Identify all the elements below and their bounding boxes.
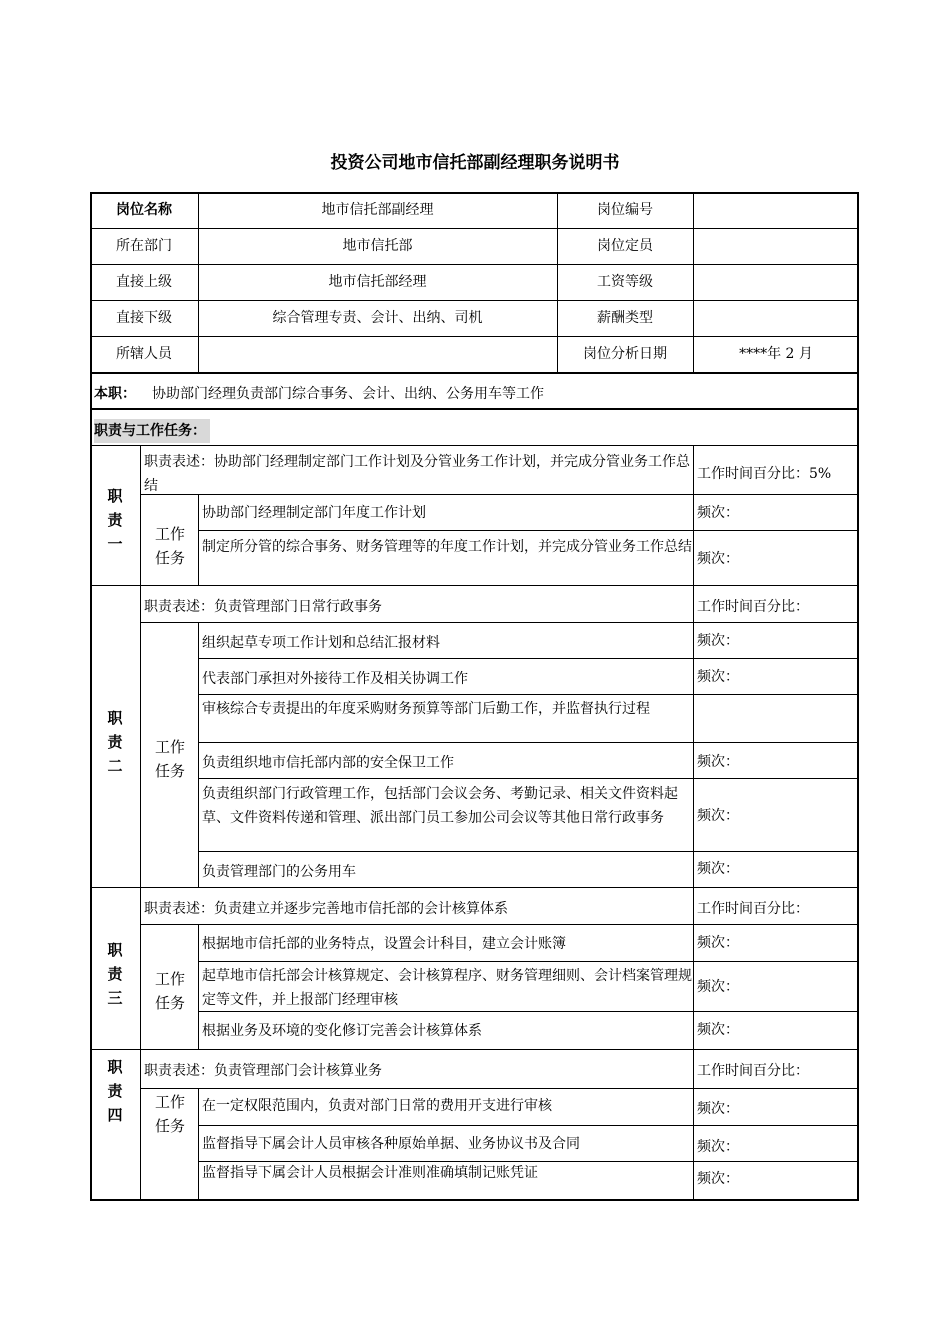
duty-2-description: 职责表述：负责管理部门日常行政事务 xyxy=(144,599,382,615)
row-divider xyxy=(90,300,859,301)
document-title: 投资公司地市信托部副经理职务说明书 xyxy=(330,153,620,173)
duty-4-task-1: 在一定权限范围内，负责对部门日常的费用开支进行审核 xyxy=(202,1098,552,1114)
col-divider xyxy=(198,924,199,1049)
row-divider xyxy=(90,585,859,586)
duty-2-time-percent: 工作时间百分比： xyxy=(697,599,809,615)
row-divider xyxy=(140,924,859,925)
duty-2-task-6: 负责管理部门的公务用车 xyxy=(202,864,356,880)
row-divider xyxy=(90,372,859,374)
value-direct-subordinates: 综合管理专责、会计、出纳、司机 xyxy=(272,310,483,326)
row-divider xyxy=(90,228,859,229)
duty-3-time-percent: 工作时间百分比： xyxy=(697,901,809,917)
label-primary-duty: 本职： xyxy=(94,386,136,402)
duty-3-task-label: 工作任务 xyxy=(154,970,185,1012)
duty-2-task-4: 负责组织地市信托部内部的安全保卫工作 xyxy=(202,755,454,771)
col-divider xyxy=(198,622,199,887)
duty-4-task-2-frequency: 频次： xyxy=(697,1139,739,1155)
duty-3-task-1-frequency: 频次： xyxy=(697,935,739,951)
duty-4-task-2: 监督指导下属会计人员审核各种原始单据、业务协议书及合同 xyxy=(202,1136,580,1152)
row-divider xyxy=(140,1088,859,1089)
duty-3-task-1: 根据地市信托部的业务特点，设置会计科目，建立会计账簿 xyxy=(202,936,566,952)
duty-4-time-percent: 工作时间百分比： xyxy=(697,1063,809,1079)
duty-1-task-1-frequency: 频次： xyxy=(697,505,739,521)
duty-3-description: 职责表述：负责建立并逐步完善地市信托部的会计核算体系 xyxy=(144,901,508,917)
row-divider xyxy=(90,1049,859,1050)
label-department: 所在部门 xyxy=(116,238,172,254)
row-divider xyxy=(198,1125,859,1126)
duty-3-task-2-frequency: 频次： xyxy=(697,979,739,995)
duties-header: 职责与工作任务： xyxy=(94,419,210,443)
duty-1-time-percent: 工作时间百分比：5% xyxy=(697,466,832,482)
duty-1-label: 职责一 xyxy=(107,487,123,553)
duty-3-label: 职责三 xyxy=(107,941,123,1007)
row-divider xyxy=(198,778,859,779)
row-divider xyxy=(198,694,859,695)
col-divider xyxy=(693,445,694,1200)
label-headcount: 岗位定员 xyxy=(597,238,653,254)
label-direct-subordinates: 直接下级 xyxy=(116,310,172,326)
duty-1-task-2-frequency: 频次： xyxy=(697,551,739,567)
duty-2-task-2: 代表部门承担对外接待工作及相关协调工作 xyxy=(202,671,468,687)
duty-2-task-3: 审核综合专责提出的年度采购财务预算等部门后勤工作，并监督执行过程 xyxy=(202,701,650,717)
row-divider xyxy=(90,445,859,446)
row-divider xyxy=(198,851,859,852)
col-divider xyxy=(198,1088,199,1200)
duty-1-task-label: 工作任务 xyxy=(154,525,185,567)
row-divider xyxy=(90,408,859,410)
row-divider xyxy=(90,887,859,888)
row-divider xyxy=(198,961,859,962)
duty-2-task-1: 组织起草专项工作计划和总结汇报材料 xyxy=(202,635,440,651)
value-department: 地市信托部 xyxy=(342,238,413,254)
label-managed-staff: 所辖人员 xyxy=(116,346,172,362)
row-divider xyxy=(140,494,859,495)
duty-2-task-1-frequency: 频次： xyxy=(697,633,739,649)
label-salary-grade: 工资等级 xyxy=(597,274,653,290)
duty-1-description: 职责表述：协助部门经理制定部门工作计划及分管业务工作计划，并完成分管业务工作总结 xyxy=(144,454,690,494)
value-position-name: 地市信托部副经理 xyxy=(321,202,434,218)
label-position-name: 岗位名称 xyxy=(116,202,172,218)
duty-2-task-5-frequency: 频次： xyxy=(697,808,739,824)
primary-duty-text: 协助部门经理负责部门综合事务、会计、出纳、公务用车等工作 xyxy=(152,386,544,402)
row-divider xyxy=(198,530,859,531)
label-position-code: 岗位编号 xyxy=(597,202,653,218)
duty-2-task-5: 负责组织部门行政管理工作，包括部门会议会务、考勤记录、相关文件资料起草、文件资料传递和管理、派出部门员工参加公司会议等其他日常行政事务 xyxy=(202,786,678,826)
duty-4-label: 职责四 xyxy=(107,1058,123,1124)
duty-2-task-2-frequency: 频次： xyxy=(697,669,739,685)
duty-4-task-1-frequency: 频次： xyxy=(697,1101,739,1117)
duty-2-task-4-frequency: 频次： xyxy=(697,754,739,770)
duty-3-task-3-frequency: 频次： xyxy=(697,1022,739,1038)
duty-4-task-label: 工作任务 xyxy=(154,1093,185,1135)
duty-1-task-1: 协助部门经理制定部门年度工作计划 xyxy=(202,505,426,521)
label-analysis-date: 岗位分析日期 xyxy=(583,346,667,362)
row-divider xyxy=(90,264,859,265)
duty-3-task-3: 根据业务及环境的变化修订完善会计核算体系 xyxy=(202,1023,482,1039)
label-direct-superior: 直接上级 xyxy=(116,274,172,290)
col-divider xyxy=(140,445,141,1200)
duty-2-label: 职责二 xyxy=(107,709,123,775)
row-divider xyxy=(198,658,859,659)
duty-2-task-6-frequency: 频次： xyxy=(697,861,739,877)
duty-2-task-label: 工作任务 xyxy=(154,738,185,780)
value-direct-superior: 地市信托部经理 xyxy=(328,274,427,290)
row-divider xyxy=(198,742,859,743)
label-pay-type: 薪酬类型 xyxy=(597,310,653,326)
duty-1-task-2: 制定所分管的综合事务、财务管理等的年度工作计划，并完成分管业务工作总结 xyxy=(202,539,692,555)
row-divider xyxy=(90,336,859,337)
duty-4-description: 职责表述：负责管理部门会计核算业务 xyxy=(144,1063,382,1079)
duty-4-task-3: 监督指导下属会计人员根据会计准则准确填制记账凭证 xyxy=(202,1165,538,1181)
value-analysis-date: ****年 2 月 xyxy=(739,346,813,362)
duty-4-task-3-frequency: 频次： xyxy=(697,1171,739,1187)
duty-3-task-2: 起草地市信托部会计核算规定、会计核算程序、财务管理细则、会计档案管理规定等文件，并上报部门经理审核 xyxy=(202,968,692,1008)
col-divider xyxy=(198,494,199,585)
row-divider xyxy=(140,622,859,623)
row-divider xyxy=(198,1011,859,1012)
